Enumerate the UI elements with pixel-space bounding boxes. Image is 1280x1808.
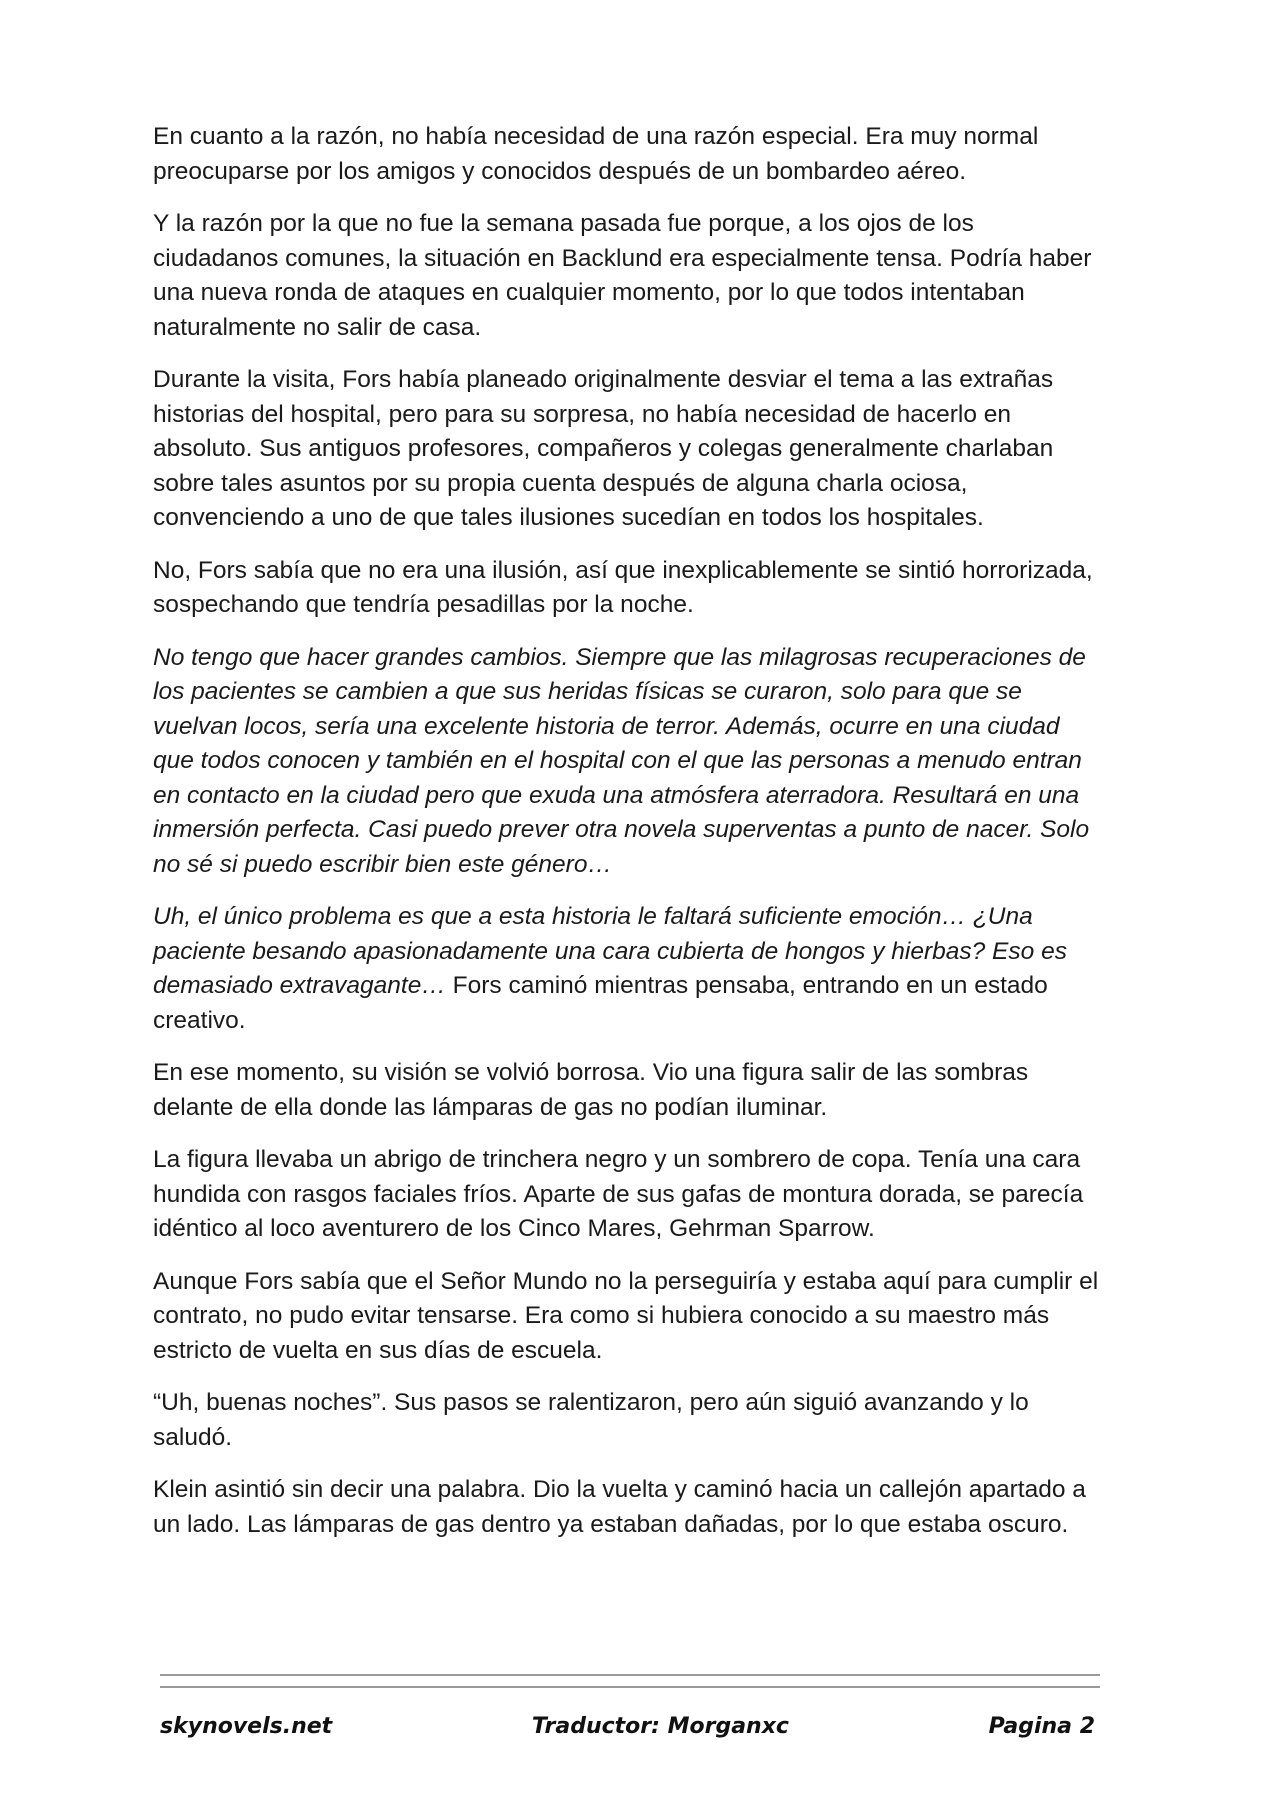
paragraph: No, Fors sabía que no era una ilusión, así que inexplicablemente se sintió horrorizada, sospechando que tendría pesadillas por la noche. [153,556,1093,618]
paragraph: Aunque Fors sabía que el Señor Mundo no la perseguiría y estaba aquí para cumplir el contrato, no pudo evitar tensarse. Era como si hubiera conocido a su maestro más estricto de vuelta en sus días de escuela. [153,1267,1099,1364]
paragraph: “Uh, buenas noches”. Sus pasos se ralentizaron, pero aún siguió avanzando y lo saludó. [153,1389,1029,1451]
footer-divider [160,1674,1100,1698]
paragraph: Klein asintió sin decir una palabra. Dio la vuelta y caminó hacia un callejón apartado a un lado. Las lámparas de gas dentro ya estaban dañadas, por lo que estaba oscuro. [153,1476,1086,1538]
paragraph: Durante la visita, Fors había planeado originalmente desviar el tema a las extrañas historias del hospital, pero para su sorpresa, no había necesidad de hacerlo en absoluto. Sus antiguos profesores, compañeros y colegas generalmente charlaban sobre tales asuntos por su propia cuenta después de alguna charla ociosa, convenciendo a uno de que tales ilusiones sucedían en todos los hospitales. [153,366,1054,531]
paragraph: La figura llevaba un abrigo de trinchera negro y un sombrero de copa. Tenía una cara hundida con rasgos faciales fríos. Aparte de sus gafas de montura dorada, se parecía idéntico al loco aventurero de los Cinco Mares, Gehrman Sparrow. [153,1146,1084,1242]
paragraph: En ese momento, su visión se volvió borrosa. Vio una figura salir de las sombras delante de ella donde las lámparas de gas no podían iluminar. [153,1059,1029,1121]
paragraph-italic-part: Uh, el único problema es que a esta historia le faltará suficiente emoción… ¿Una paciente besando apasionadamente una cara cubierta de hongos y hierbas? Eso es demasiado extravagante… [153,903,1067,999]
paragraph: En cuanto a la razón, no había necesidad de una razón especial. Era muy normal preocuparse por los amigos y conocidos después de un bombardeo aéreo. [153,123,1039,185]
footer-site: skynovels.net [160,1714,333,1739]
footer-page-number: Pagina 2 [988,1714,1095,1739]
divider-line [160,1674,1100,1676]
paragraph-italic: No tengo que hacer grandes cambios. Siempre que las milagrosas recuperaciones de los pacientes se cambien a que sus heridas físicas se curaron, solo para que se vuelvan locos, sería una excelente historia de terror. Además, ocurre en una ciudad que todos conocen y también en el hospital con el que las personas a menudo entran en contacto en la ciudad pero que exuda una atmósfera aterradora. Resultará en una inmersión perfecta. Casi puedo prever otra novela superventas a punto de nacer. Solo no sé si puedo escribir bien este género… [153,643,1090,878]
page-body [153,120,1103,1560]
paragraph-normal-part: Fors caminó mientras pensaba, entrando en un estado creativo. [153,972,1048,1034]
footer-translator: Traductor: Morganxc [531,1714,789,1739]
divider-line [160,1686,1100,1688]
page-footer [160,1714,1095,1739]
paragraph-mixed [153,900,1103,1038]
paragraph: Y la razón por la que no fue la semana pasada fue porque, a los ojos de los ciudadanos comunes, la situación en Backlund era especialmente tensa. Podría haber una nueva ronda de ataques en cualquier momento, por lo que todos intentaban naturalmente no salir de casa. [153,210,1092,341]
